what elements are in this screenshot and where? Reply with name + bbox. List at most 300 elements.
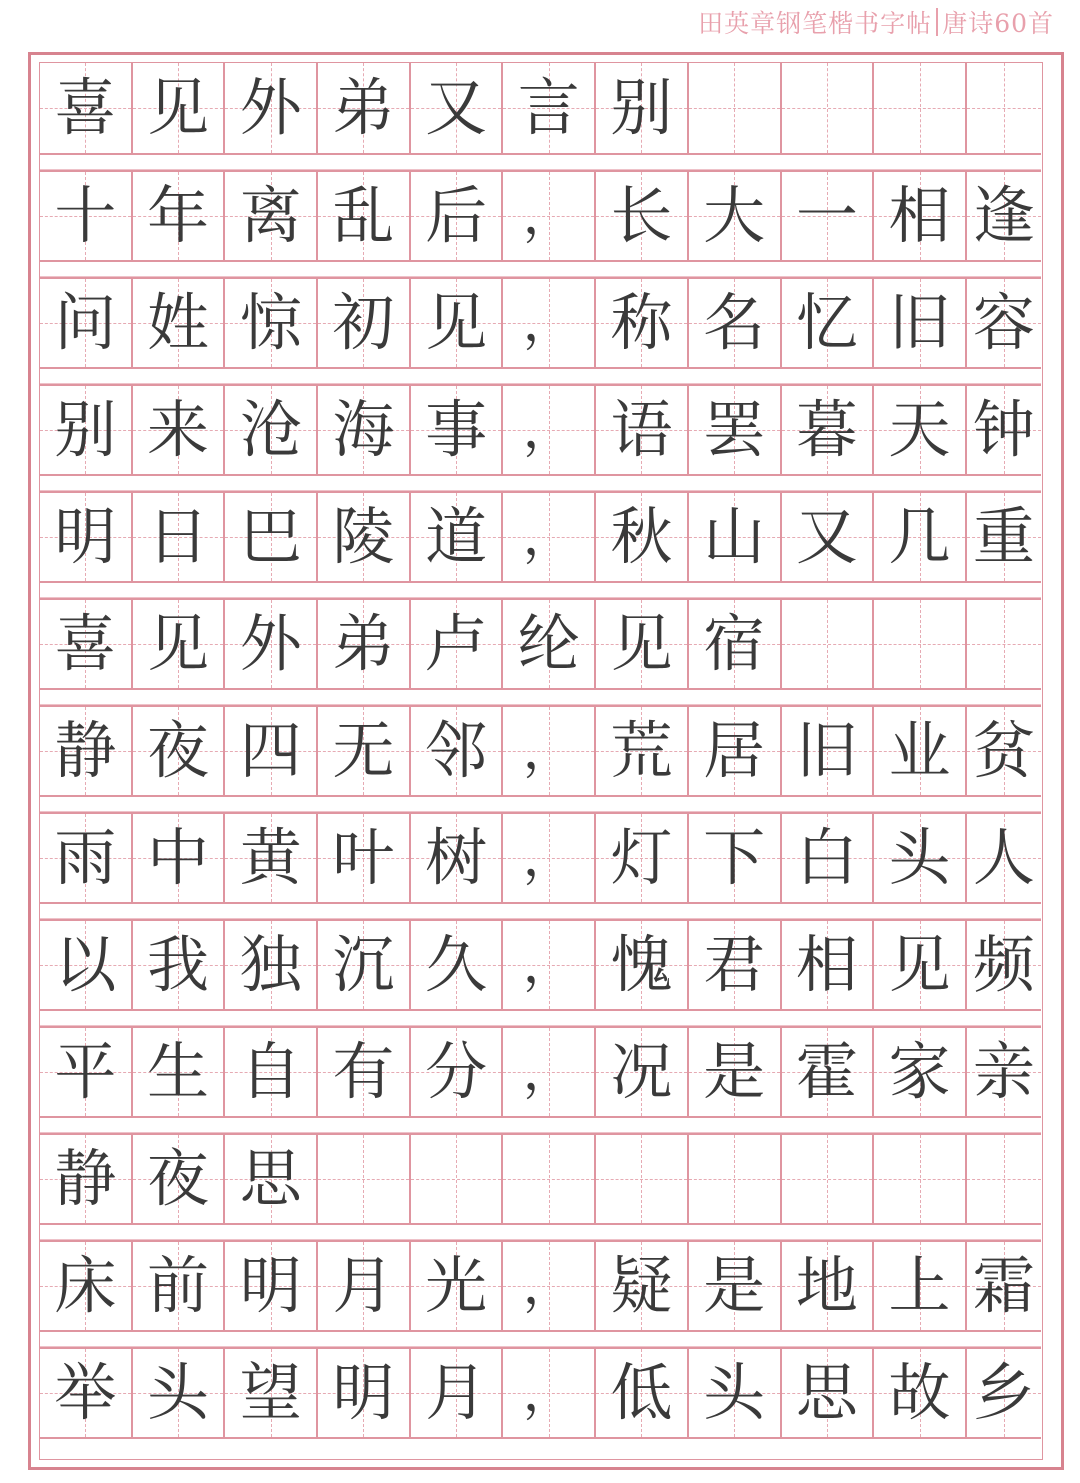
calligraphy-char: 黄 <box>239 821 302 894</box>
volume-title: 唐诗60首 <box>942 9 1054 38</box>
calligraphy-char: 无 <box>332 714 395 787</box>
calligraphy-char: 旧 <box>888 286 951 359</box>
calligraphy-char: 见 <box>888 928 951 1001</box>
calligraphy-char: 惊 <box>239 286 302 359</box>
calligraphy-char: 后 <box>425 179 488 252</box>
grid-cell <box>318 600 411 688</box>
calligraphy-char: 容 <box>972 286 1035 359</box>
grid-cell <box>40 921 133 1009</box>
calligraphy-char: 明 <box>332 1356 395 1429</box>
grid-cell <box>967 386 1041 474</box>
grid-cell <box>40 814 133 902</box>
grid-cell <box>225 707 318 795</box>
grid-row <box>40 705 1041 797</box>
grid-cell <box>874 1135 967 1223</box>
grid-cell <box>689 1135 782 1223</box>
grid-cell <box>782 172 875 260</box>
calligraphy-char: 分 <box>425 1035 488 1108</box>
calligraphy-char: 明 <box>54 500 117 573</box>
calligraphy-char: 四 <box>239 714 302 787</box>
row-gap <box>40 1332 1041 1347</box>
calligraphy-char: 喜 <box>54 71 117 144</box>
grid-cell <box>411 1349 504 1437</box>
calligraphy-char: 秋 <box>610 500 673 573</box>
punctuation-char: ， <box>522 721 575 781</box>
grid-cell <box>596 1349 689 1437</box>
calligraphy-char: 初 <box>332 286 395 359</box>
grid-cell <box>318 921 411 1009</box>
grid-cell <box>40 707 133 795</box>
grid-cell <box>411 1135 504 1223</box>
row-gap <box>40 369 1041 384</box>
calligraphy-char: 前 <box>147 1249 210 1322</box>
grid-cell <box>874 921 967 1009</box>
row-gap <box>40 690 1041 705</box>
calligraphy-char: 喜 <box>54 607 117 680</box>
punctuation-char: ， <box>522 293 575 353</box>
calligraphy-char: 卢 <box>425 607 488 680</box>
calligraphy-char: 乱 <box>332 179 395 252</box>
grid-cell <box>40 172 133 260</box>
calligraphy-char: 年 <box>147 179 210 252</box>
calligraphy-char: 上 <box>888 1249 951 1322</box>
grid-cell <box>782 600 875 688</box>
calligraphy-char: 生 <box>147 1035 210 1108</box>
book-title: 田英章钢笔楷书字帖 <box>698 9 933 38</box>
calligraphy-char: 姓 <box>147 286 210 359</box>
grid-cell <box>225 63 318 153</box>
grid-cell <box>133 493 226 581</box>
calligraphy-char: 君 <box>703 928 766 1001</box>
grid-cell <box>874 1349 967 1437</box>
calligraphy-char: 望 <box>239 1356 302 1429</box>
grid-cell <box>874 600 967 688</box>
grid-cell <box>689 172 782 260</box>
calligraphy-char: 低 <box>610 1356 673 1429</box>
grid-cell <box>874 63 967 153</box>
grid-cell <box>225 386 318 474</box>
calligraphy-char: 离 <box>239 179 302 252</box>
grid-cell <box>411 279 504 367</box>
grid-cell <box>967 707 1041 795</box>
calligraphy-char: 思 <box>239 1142 302 1215</box>
grid-cell <box>689 279 782 367</box>
calligraphy-char: 宿 <box>703 607 766 680</box>
calligraphy-char: 头 <box>888 821 951 894</box>
calligraphy-char: 陵 <box>332 500 395 573</box>
calligraphy-char: 雨 <box>54 821 117 894</box>
calligraphy-char: 来 <box>147 393 210 466</box>
punctuation-char: ， <box>522 1363 575 1423</box>
calligraphy-char: 弟 <box>332 607 395 680</box>
grid-cell <box>782 63 875 153</box>
grid-cell <box>133 1135 226 1223</box>
row-gap <box>40 797 1041 812</box>
calligraphy-char: 见 <box>425 286 488 359</box>
calligraphy-char: 举 <box>54 1356 117 1429</box>
grid-cell <box>967 1242 1041 1330</box>
row-gap <box>40 583 1041 598</box>
grid-cell <box>689 1242 782 1330</box>
grid-cell <box>411 493 504 581</box>
grid-cell <box>596 707 689 795</box>
grid-cell <box>503 172 596 260</box>
calligraphy-char: 相 <box>795 928 858 1001</box>
grid-cell <box>782 1242 875 1330</box>
calligraphy-char: 人 <box>972 821 1035 894</box>
grid-cell <box>782 814 875 902</box>
grid-cell <box>503 493 596 581</box>
grid-cell <box>318 1349 411 1437</box>
grid-row <box>40 384 1041 476</box>
grid-cell <box>411 1028 504 1116</box>
calligraphy-char: 暮 <box>795 393 858 466</box>
calligraphy-char: 大 <box>703 179 766 252</box>
calligraphy-char: 沧 <box>239 393 302 466</box>
grid-cell <box>40 1028 133 1116</box>
row-gap <box>40 1225 1041 1240</box>
grid-cell <box>782 279 875 367</box>
grid-cell <box>596 814 689 902</box>
calligraphy-char: 沉 <box>332 928 395 1001</box>
calligraphy-char: 久 <box>425 928 488 1001</box>
grid-cell <box>318 1028 411 1116</box>
calligraphy-char: 静 <box>54 1142 117 1215</box>
calligraphy-char: 语 <box>610 393 673 466</box>
grid-cell <box>133 63 226 153</box>
calligraphy-char: 忆 <box>795 286 858 359</box>
grid-cell <box>967 493 1041 581</box>
calligraphy-char: 见 <box>147 607 210 680</box>
grid-cell <box>225 921 318 1009</box>
grid-cell <box>503 814 596 902</box>
calligraphy-char: 外 <box>239 71 302 144</box>
calligraphy-char: 又 <box>795 500 858 573</box>
grid-cell <box>503 63 596 153</box>
calligraphy-char: 自 <box>239 1035 302 1108</box>
calligraphy-char: 霍 <box>795 1035 858 1108</box>
grid-cell <box>782 1135 875 1223</box>
grid-cell <box>318 814 411 902</box>
grid-row <box>40 491 1041 583</box>
grid-cell <box>503 921 596 1009</box>
practice-grid <box>39 62 1043 1460</box>
grid-cell <box>503 1135 596 1223</box>
grid-cell <box>689 493 782 581</box>
grid-cell <box>503 386 596 474</box>
grid-cell <box>596 63 689 153</box>
calligraphy-char: 霜 <box>972 1249 1035 1322</box>
punctuation-char: ， <box>522 400 575 460</box>
grid-cell <box>225 172 318 260</box>
grid-row <box>40 63 1041 155</box>
calligraphy-char: 疑 <box>610 1249 673 1322</box>
calligraphy-char: 愧 <box>610 928 673 1001</box>
calligraphy-char: 独 <box>239 928 302 1001</box>
grid-cell <box>411 172 504 260</box>
grid-cell <box>596 279 689 367</box>
grid-cell <box>596 493 689 581</box>
calligraphy-char: 事 <box>425 393 488 466</box>
grid-cell <box>874 172 967 260</box>
calligraphy-char: 道 <box>425 500 488 573</box>
calligraphy-char: 弟 <box>332 71 395 144</box>
grid-cell <box>596 1135 689 1223</box>
punctuation-char: ， <box>522 935 575 995</box>
calligraphy-char: 名 <box>703 286 766 359</box>
grid-cell <box>967 279 1041 367</box>
grid-cell <box>133 707 226 795</box>
calligraphy-char: 月 <box>425 1356 488 1429</box>
grid-cell <box>133 1028 226 1116</box>
calligraphy-char: 有 <box>332 1035 395 1108</box>
grid-cell <box>225 279 318 367</box>
calligraphy-char: 居 <box>703 714 766 787</box>
calligraphy-char: 见 <box>147 71 210 144</box>
grid-cell <box>874 1242 967 1330</box>
grid-cell <box>318 386 411 474</box>
calligraphy-char: 头 <box>147 1356 210 1429</box>
grid-row <box>40 1347 1041 1439</box>
calligraphy-char: 头 <box>703 1356 766 1429</box>
grid-cell <box>133 921 226 1009</box>
calligraphy-char: 地 <box>795 1249 858 1322</box>
grid-cell <box>318 1242 411 1330</box>
calligraphy-char: 天 <box>888 393 951 466</box>
grid-cell <box>967 814 1041 902</box>
calligraphy-char: 海 <box>332 393 395 466</box>
calligraphy-char: 罢 <box>703 393 766 466</box>
grid-cell <box>967 600 1041 688</box>
grid-cell <box>318 1135 411 1223</box>
grid-cell <box>133 1242 226 1330</box>
grid-cell <box>782 921 875 1009</box>
grid-cell <box>967 1028 1041 1116</box>
calligraphy-char: 十 <box>54 179 117 252</box>
calligraphy-char: 见 <box>610 607 673 680</box>
grid-cell <box>874 386 967 474</box>
calligraphy-char: 叶 <box>332 821 395 894</box>
grid-cell <box>133 172 226 260</box>
calligraphy-char: 家 <box>888 1035 951 1108</box>
calligraphy-char: 几 <box>888 500 951 573</box>
grid-cell <box>503 1349 596 1437</box>
calligraphy-char: 长 <box>610 179 673 252</box>
grid-cell <box>689 707 782 795</box>
grid-cell <box>133 1349 226 1437</box>
calligraphy-char: 是 <box>703 1035 766 1108</box>
grid-cell <box>689 814 782 902</box>
calligraphy-char: 荒 <box>610 714 673 787</box>
grid-row <box>40 598 1041 690</box>
grid-cell <box>596 386 689 474</box>
grid-cell <box>596 1242 689 1330</box>
grid-cell <box>411 921 504 1009</box>
punctuation-char: ， <box>522 828 575 888</box>
grid-cell <box>133 600 226 688</box>
calligraphy-char: 钟 <box>972 393 1035 466</box>
calligraphy-char: 月 <box>332 1249 395 1322</box>
grid-cell <box>689 600 782 688</box>
calligraphy-char: 是 <box>703 1249 766 1322</box>
grid-row <box>40 277 1041 369</box>
calligraphy-char: 亲 <box>972 1035 1035 1108</box>
calligraphy-char: 中 <box>147 821 210 894</box>
grid-cell <box>133 279 226 367</box>
grid-cell <box>967 63 1041 153</box>
grid-cell <box>596 1028 689 1116</box>
grid-cell <box>318 172 411 260</box>
grid-cell <box>411 386 504 474</box>
calligraphy-char: 静 <box>54 714 117 787</box>
grid-cell <box>40 386 133 474</box>
grid-row <box>40 919 1041 1011</box>
grid-row <box>40 170 1041 262</box>
calligraphy-char: 相 <box>888 179 951 252</box>
calligraphy-char: 乡 <box>972 1356 1035 1429</box>
calligraphy-char: 夜 <box>147 1142 210 1215</box>
grid-cell <box>318 707 411 795</box>
row-gap <box>40 476 1041 491</box>
page-header <box>698 0 1054 44</box>
calligraphy-char: 我 <box>147 928 210 1001</box>
grid-cell <box>40 1135 133 1223</box>
practice-sheet-border <box>28 52 1064 1470</box>
grid-cell <box>967 1349 1041 1437</box>
punctuation-char: ， <box>522 186 575 246</box>
grid-cell <box>225 493 318 581</box>
grid-cell <box>411 814 504 902</box>
row-gap <box>40 904 1041 919</box>
row-gap <box>40 1011 1041 1026</box>
grid-cell <box>503 1028 596 1116</box>
grid-cell <box>225 1349 318 1437</box>
calligraphy-char: 树 <box>425 821 488 894</box>
calligraphy-char: 纶 <box>517 607 580 680</box>
grid-cell <box>874 493 967 581</box>
grid-cell <box>689 1349 782 1437</box>
calligraphy-char: 思 <box>795 1356 858 1429</box>
calligraphy-char: 贫 <box>972 714 1035 787</box>
row-gap <box>40 262 1041 277</box>
grid-cell <box>782 1028 875 1116</box>
grid-cell <box>596 921 689 1009</box>
grid-cell <box>874 279 967 367</box>
calligraphy-char: 又 <box>425 71 488 144</box>
grid-row <box>40 812 1041 904</box>
grid-cell <box>874 707 967 795</box>
calligraphy-char: 逢 <box>972 179 1035 252</box>
calligraphy-char: 别 <box>610 71 673 144</box>
grid-cell <box>782 386 875 474</box>
grid-cell <box>225 1028 318 1116</box>
calligraphy-char: 况 <box>610 1035 673 1108</box>
grid-cell <box>411 707 504 795</box>
calligraphy-char: 下 <box>703 821 766 894</box>
grid-cell <box>318 63 411 153</box>
calligraphy-char: 光 <box>425 1249 488 1322</box>
grid-cell <box>689 63 782 153</box>
grid-cell <box>318 279 411 367</box>
calligraphy-char: 外 <box>239 607 302 680</box>
grid-cell <box>967 921 1041 1009</box>
calligraphy-char: 夜 <box>147 714 210 787</box>
calligraphy-char: 明 <box>239 1249 302 1322</box>
grid-cell <box>40 63 133 153</box>
grid-cell <box>689 1028 782 1116</box>
calligraphy-char: 巴 <box>239 500 302 573</box>
calligraphy-char: 旧 <box>795 714 858 787</box>
calligraphy-char: 频 <box>972 928 1035 1001</box>
grid-cell <box>782 493 875 581</box>
calligraphy-char: 称 <box>610 286 673 359</box>
grid-cell <box>40 1349 133 1437</box>
grid-row <box>40 1133 1041 1225</box>
punctuation-char: ， <box>522 1256 575 1316</box>
calligraphy-char: 山 <box>703 500 766 573</box>
grid-cell <box>782 707 875 795</box>
grid-cell <box>133 814 226 902</box>
grid-cell <box>225 600 318 688</box>
grid-cell <box>318 493 411 581</box>
calligraphy-char: 问 <box>54 286 117 359</box>
calligraphy-char: 言 <box>517 71 580 144</box>
row-gap <box>40 155 1041 170</box>
calligraphy-char: 日 <box>147 500 210 573</box>
grid-cell <box>967 172 1041 260</box>
calligraphy-char: 灯 <box>610 821 673 894</box>
grid-row <box>40 1026 1041 1118</box>
calligraphy-char: 床 <box>54 1249 117 1322</box>
grid-cell <box>596 172 689 260</box>
grid-cell <box>411 600 504 688</box>
calligraphy-char: 重 <box>972 500 1035 573</box>
calligraphy-char: 业 <box>888 714 951 787</box>
row-gap <box>40 1118 1041 1133</box>
grid-cell <box>967 1135 1041 1223</box>
grid-cell <box>133 386 226 474</box>
header-separator <box>936 8 938 36</box>
grid-cell <box>689 921 782 1009</box>
grid-cell <box>503 707 596 795</box>
grid-cell <box>874 1028 967 1116</box>
grid-cell <box>503 600 596 688</box>
grid-cell <box>40 279 133 367</box>
grid-cell <box>503 279 596 367</box>
grid-cell <box>503 1242 596 1330</box>
calligraphy-char: 一 <box>795 179 858 252</box>
grid-cell <box>225 814 318 902</box>
calligraphy-char: 平 <box>54 1035 117 1108</box>
punctuation-char: ， <box>522 1042 575 1102</box>
calligraphy-char: 邻 <box>425 714 488 787</box>
grid-cell <box>40 600 133 688</box>
grid-cell <box>225 1135 318 1223</box>
grid-cell <box>411 63 504 153</box>
grid-cell <box>596 600 689 688</box>
grid-cell <box>40 1242 133 1330</box>
calligraphy-char: 白 <box>795 821 858 894</box>
grid-row <box>40 1240 1041 1332</box>
calligraphy-char: 以 <box>54 928 117 1001</box>
grid-cell <box>40 493 133 581</box>
calligraphy-char: 故 <box>888 1356 951 1429</box>
grid-cell <box>225 1242 318 1330</box>
grid-cell <box>689 386 782 474</box>
grid-cell <box>411 1242 504 1330</box>
calligraphy-char: 别 <box>54 393 117 466</box>
grid-cell <box>874 814 967 902</box>
